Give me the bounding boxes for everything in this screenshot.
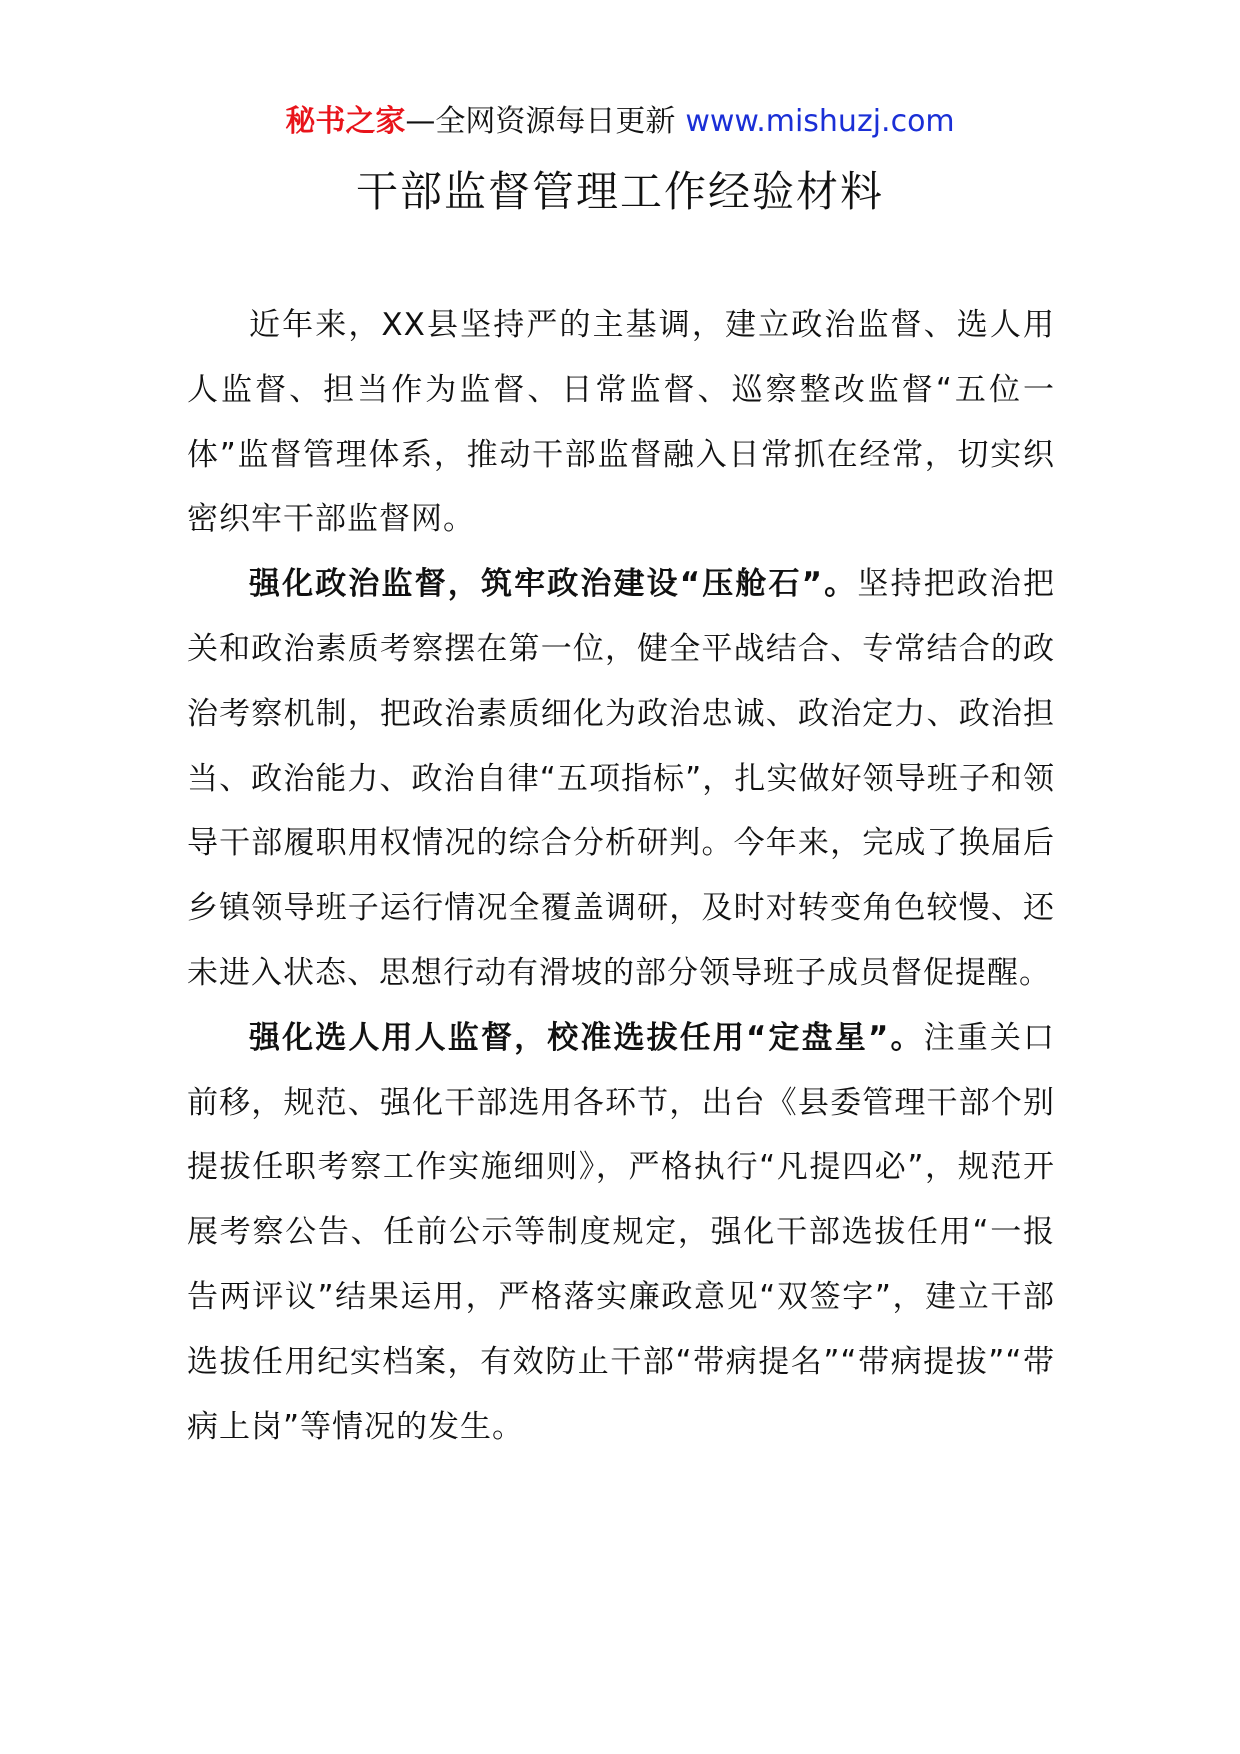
brand-name: 秘书之家 bbox=[285, 104, 406, 139]
paragraph-text: 近年来，XX县坚持严的主基调，建立政治监督、选人用人监督、担当作为监督、日常监督、巡察整改监督“五位一体”监督管理体系，推动干部监督融入日常抓在经常，切实织密织牢干部监督网。 bbox=[187, 307, 1055, 538]
document-title: 干部监督管理工作经验材料 bbox=[355, 167, 884, 216]
paragraph-intro bbox=[187, 293, 1055, 552]
paragraph-lead-heading: 强化政治监督，筑牢政治建设“压舱石”。 bbox=[249, 566, 858, 603]
document-body bbox=[187, 293, 1055, 1459]
paragraph-selection-supervision bbox=[187, 1006, 1055, 1460]
paragraph-text: 坚持把政治把关和政治素质考察摆在第一位，健全平战结合、专常结合的政治考察机制，把政治素质细化为政治忠诚、政治定力、政治担当、政治能力、政治自律“五项指标”，扎实做好领导班子和领导干部履职用权情况的综合分析研判。今年来，完成了换届后乡镇领导班子运行情况全覆盖调研，及时对转变角色较慢、还未进入状态、思想行动有滑坡的部分领导班子成员督促提醒。 bbox=[187, 566, 1056, 991]
header-slogan: —全网资源每日更新 bbox=[405, 104, 676, 139]
paragraph-lead-heading: 强化选人用人监督，校准选拔任用“定盘星”。 bbox=[249, 1019, 924, 1056]
paragraph-political-supervision bbox=[187, 552, 1055, 1006]
paragraph-text: 注重关口前移，规范、强化干部选用各环节，出台《县委管理干部个别提拔任职考察工作实施细则》，严格执行“凡提四必”，规范开展考察公告、任前公示等制度规定，强化干部选拔任用“一报告两评议”结果运用，严格落实廉政意见“双签字”，建立干部选拔任用纪实档案，有效防止干部“带病提名”“带病提拔”“带病上岗”等情况的发生。 bbox=[187, 1019, 1055, 1445]
site-url-link[interactable]: www.mishuzj.com bbox=[685, 104, 955, 139]
site-header bbox=[0, 100, 1240, 144]
